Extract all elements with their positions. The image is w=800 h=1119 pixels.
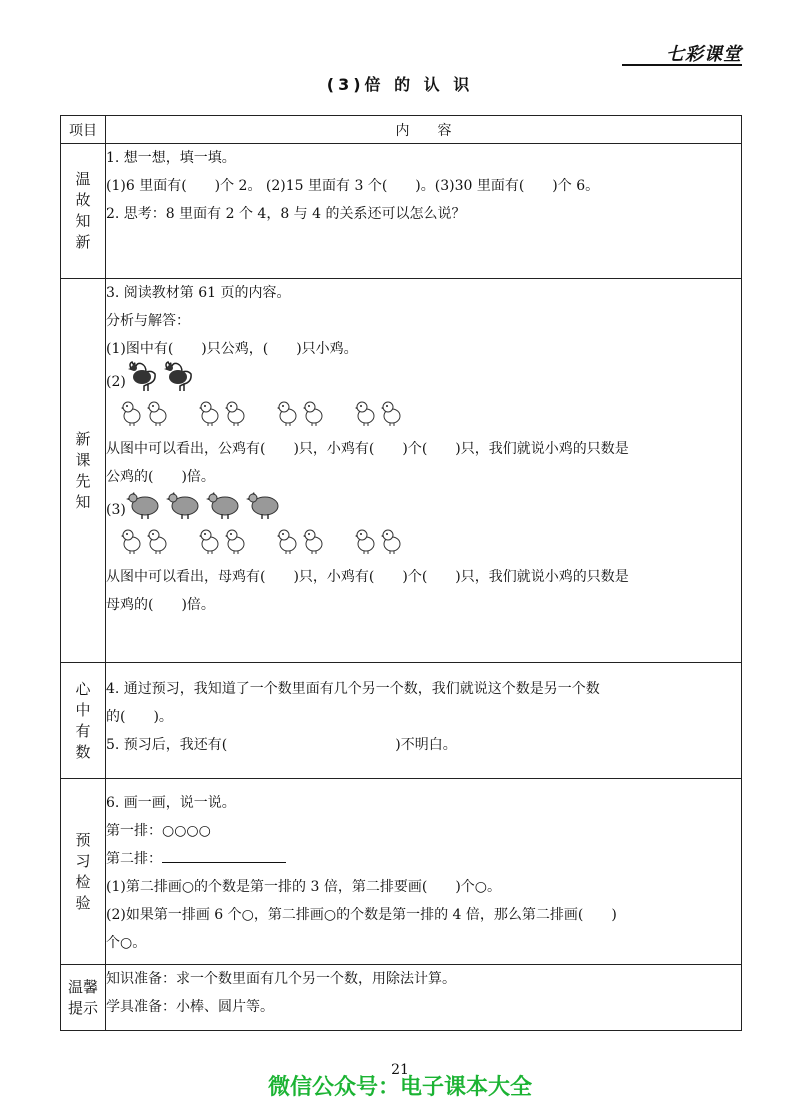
yuxi-row-1: 第一排：○○○○ <box>106 823 211 839</box>
section-wengu <box>61 144 742 279</box>
chick-icon <box>146 399 168 437</box>
section-xinke <box>61 279 742 663</box>
chick-icon <box>302 399 324 437</box>
chick-icon <box>224 527 246 565</box>
hen-icon <box>206 489 242 531</box>
chick-row-1 <box>106 401 741 435</box>
chick-row-2 <box>106 529 741 563</box>
hen-group <box>126 489 286 531</box>
chick-icon <box>276 399 298 437</box>
xinke-q3-text-b: 母鸡的( )倍。 <box>106 597 215 613</box>
xinke-q3-text-a: 从图中可以看出，母鸡有( )只，小鸡有( )个( )只，我们就说小鸡的只数是 <box>106 569 629 585</box>
chick-icon <box>120 399 142 437</box>
page-number: 21 <box>391 1062 409 1078</box>
wengu-line-3: 2. 思考：8 里面有 2 个 4，8 与 4 的关系还可以怎么说？ <box>106 206 466 222</box>
chick-icon <box>302 527 324 565</box>
drawing-blank-line[interactable] <box>162 846 286 863</box>
xinke-intro: 3. 阅读教材第 61 页的内容。 <box>106 285 291 301</box>
header-col-item: 项目 <box>61 116 106 144</box>
wenxin-line-2: 学具准备：小棒、圆片等。 <box>106 999 274 1015</box>
hen-icon <box>126 489 162 531</box>
chick-icon <box>224 399 246 437</box>
xinzhong-line-3: 5. 预习后，我还有( )不明白。 <box>106 737 457 753</box>
brand-logo: 七彩课堂 <box>666 44 742 65</box>
section-label-wenxin: 温馨提示 <box>67 977 98 1017</box>
section-label-xinke: 新课先知 <box>75 429 91 511</box>
wenxin-line-1: 知识准备：求一个数里面有几个另一个数，用除法计算。 <box>106 971 456 987</box>
rooster-icon <box>162 360 194 404</box>
rooster-row <box>106 363 741 401</box>
xinke-q1: (1)图中有( )只公鸡，( )只小鸡。 <box>106 341 358 357</box>
yuxi-line-3: (1)第二排画○的个数是第一排的 3 倍，第二排要画( )个○。 <box>106 879 501 895</box>
chick-icon <box>198 399 220 437</box>
yuxi-row-2: 第二排： <box>106 851 162 867</box>
chick-icon <box>198 527 220 565</box>
brand-underline <box>622 64 742 66</box>
yuxi-line-4: (2)如果第一排画 6 个○，第二排画○的个数是第一排的 4 倍，那么第二排画( ) <box>106 907 617 923</box>
section-label-wengu: 温故知新 <box>75 170 91 251</box>
xinke-q2-text-a: 从图中可以看出，公鸡有( )只，小鸡有( )个( )只，我们就说小鸡的只数是 <box>106 441 629 457</box>
section-label-yuxi: 预习检验 <box>75 830 91 912</box>
table-header-row <box>61 116 742 144</box>
hen-row <box>106 491 741 529</box>
section-wenxin <box>61 965 742 1031</box>
worksheet-table <box>60 115 742 1031</box>
xinke-q2-label: (2) <box>106 374 126 390</box>
rooster-icon <box>126 360 158 404</box>
chick-icon <box>146 527 168 565</box>
section-yuxi <box>61 779 742 965</box>
yuxi-row-2-wrap <box>106 845 741 873</box>
xinzhong-line-1: 4. 通过预习，我知道了一个数里面有几个另一个数，我们就说这个数是另一个数 <box>106 681 600 697</box>
chick-icon <box>380 527 402 565</box>
chick-icon <box>276 527 298 565</box>
header-col-content: 内 容 <box>106 116 742 144</box>
section-xinzhong <box>61 663 742 779</box>
yuxi-line-5: 个○。 <box>106 935 147 951</box>
hen-icon <box>166 489 202 531</box>
xinzhong-line-2: 的( )。 <box>106 709 173 725</box>
chick-icon <box>380 399 402 437</box>
rooster-group <box>126 360 198 404</box>
xinke-analysis: 分析与解答： <box>106 313 190 329</box>
hen-icon <box>246 489 282 531</box>
xinke-q3-label: (3) <box>106 502 126 518</box>
wengu-line-2: (1)6 里面有( )个 2。 (2)15 里面有 3 个( )。(3)30 里面有( )个 6。 <box>106 178 600 194</box>
chick-icon <box>354 527 376 565</box>
xinke-q2-text-b: 公鸡的( )倍。 <box>106 469 215 485</box>
chick-icon <box>120 527 142 565</box>
chick-icon <box>354 399 376 437</box>
page-title: (3)倍 的 认 识 <box>326 75 474 94</box>
yuxi-line-1: 6. 画一画，说一说。 <box>106 795 236 811</box>
section-label-xinzhong: 心中有数 <box>75 679 91 761</box>
watermark: 微信公众号：电子课本大全 <box>267 1075 532 1100</box>
wengu-line-1: 1. 想一想，填一填。 <box>106 150 236 166</box>
